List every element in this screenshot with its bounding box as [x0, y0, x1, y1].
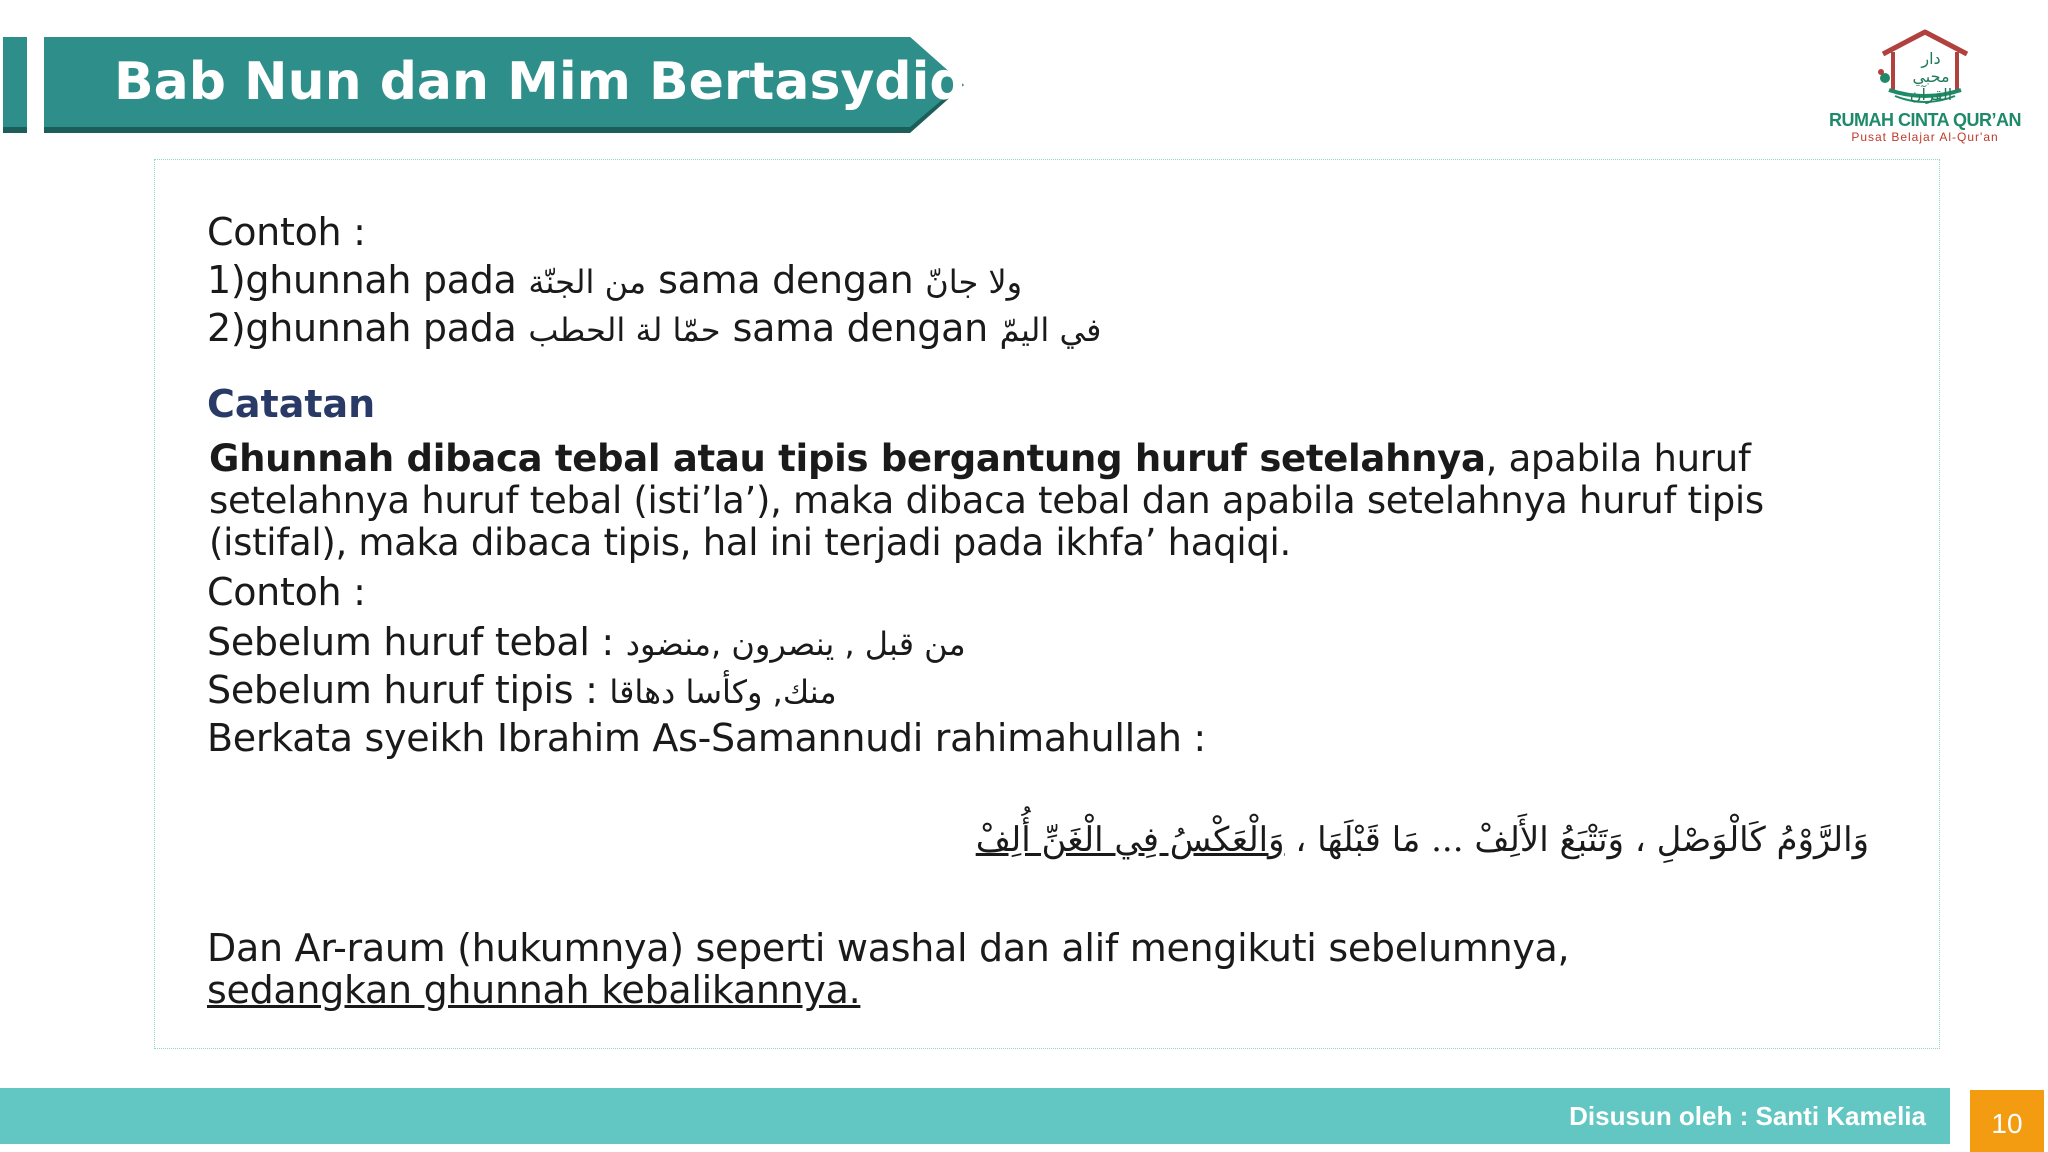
logo-arabic-text — [1902, 50, 1960, 104]
example-line-2 — [207, 306, 1101, 350]
example-1-prefix: 1)ghunnah pada — [207, 258, 529, 302]
tipis-line — [207, 668, 837, 712]
note-rest-text: , apabila huruf setelahnya huruf tebal (isti’la’), maka dibaca tebal dan apabila setelahnya huruf tipis (istifal), maka dibaca tipis, hal ini terjadi pada ikhfa’ haqiqi. — [209, 437, 1764, 564]
tebal-arabic: من قبل , ينصرون ,منضود — [625, 625, 966, 663]
example-1-arabic-a: من الجنّة — [528, 263, 647, 301]
page-title: Bab Nun dan Mim Bertasydid — [114, 52, 967, 112]
berkata-line: Berkata syeikh Ibrahim As-Samannudi rahimahullah : — [207, 716, 1206, 760]
contoh-label-1: Contoh : — [207, 210, 366, 254]
example-2-prefix: 2)ghunnah pada — [207, 306, 529, 350]
footer-credit: Disusun oleh : Santi Kamelia — [1569, 1101, 1926, 1131]
logo-name: RUMAH CINTA QUR’AN — [1829, 110, 2021, 130]
verse-part-2-underlined: وَالْعَكْسُ فِي الْغَنِّ أُلِفْ — [975, 820, 1285, 860]
page-number-badge: 10 — [1970, 1090, 2044, 1152]
example-line-1 — [207, 258, 1022, 302]
content-box — [154, 159, 1940, 1049]
logo — [1810, 28, 2040, 148]
note-paragraph — [209, 438, 1909, 564]
arabic-verse — [976, 820, 1869, 860]
catatan-heading: Catatan — [207, 382, 376, 426]
logo-arabic-line2: القرآن — [1909, 85, 1953, 104]
tipis-label: Sebelum huruf tipis : — [207, 668, 610, 712]
example-2-arabic-a: حمّا لة الحطب — [528, 311, 721, 349]
title-accent-bar — [3, 37, 27, 133]
logo-arabic-line1: دار محبي — [1912, 49, 1950, 86]
footer-bar — [0, 1088, 1950, 1144]
tebal-label: Sebelum huruf tebal : — [207, 620, 626, 664]
title-banner — [44, 37, 967, 133]
logo-tagline: Pusat Belajar Al-Qur'an — [1851, 130, 1999, 144]
tebal-line — [207, 620, 966, 664]
example-1-mid: sama dengan — [646, 258, 926, 302]
tipis-arabic: منك, وكأسا دهاقا — [609, 673, 837, 711]
example-1-arabic-b: ولا جانّ — [925, 263, 1023, 301]
example-2-mid: sama dengan — [720, 306, 1000, 350]
contoh-label-2: Contoh : — [207, 570, 366, 614]
translation-line-1: Dan Ar-raum (hukumnya) seperti washal dan alif mengikuti sebelumnya, — [207, 926, 1570, 970]
verse-part-1: وَالرَّوْمُ كَالْوَصْلِ ، وَتَتْبَعُ الأَلِفْ ... مَا قَبْلَهَا ، — [1284, 820, 1869, 860]
note-bold-text: Ghunnah dibaca tebal atau tipis bergantung huruf setelahnya — [209, 437, 1486, 480]
translation-line-2: sedangkan ghunnah kebalikannya. — [207, 968, 861, 1012]
example-2-arabic-b: في اليمّ — [999, 311, 1102, 349]
